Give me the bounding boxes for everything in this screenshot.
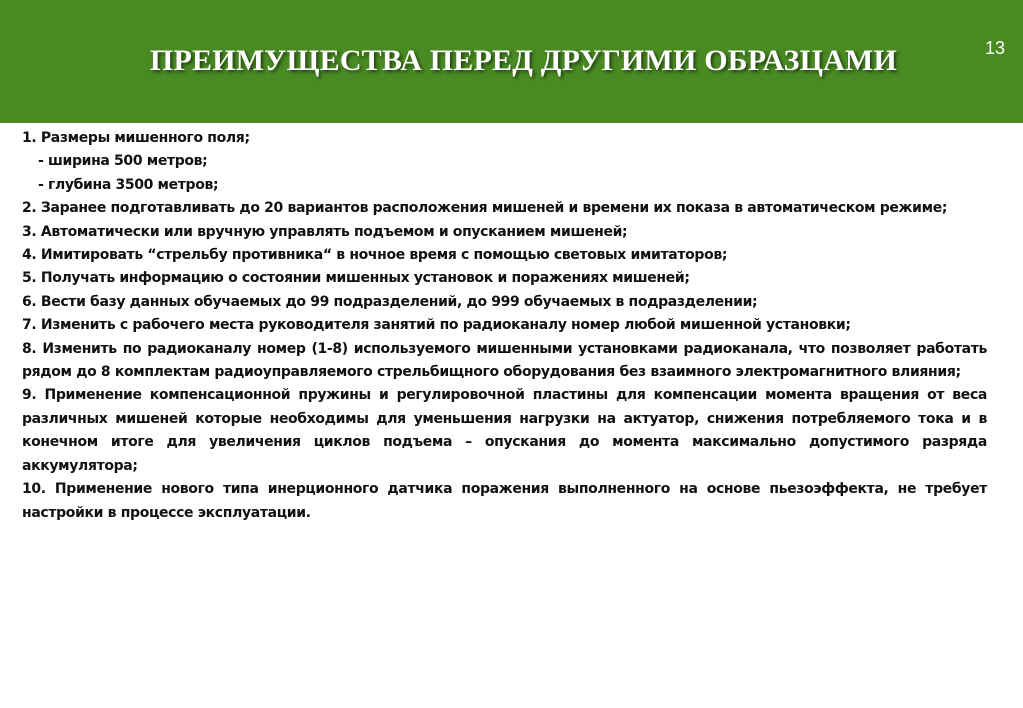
list-item: 7. Изменить с рабочего места руководителя занятий по радиоканалу номер любой мишенной установки; (22, 317, 851, 334)
list-item: 9. Применение компенсационной пружины и регулировочной пластины для компенсации момента вращения от веса различных мишеней которые необходимы для уменьшения нагрузки на актуатор, снижения потребляемого тока и в конечном итоге для увеличения циклов подъема – опускания до момента максимально допустимого разряда аккумулятора; (22, 387, 987, 474)
advantages-list (22, 127, 987, 525)
list-item: 6. Вести базу данных обучаемых до 99 подразделений, до 999 обучаемых в подразделении; (22, 293, 758, 310)
list-item: 3. Автоматически или вручную управлять подъемом и опусканием мишеней; (22, 223, 628, 240)
list-item: 1. Размеры мишенного поля; (22, 130, 250, 146)
list-item: 5. Получать информацию о состоянии мишенных установок и поражениях мишеней; (22, 270, 690, 287)
list-subitem: - ширина 500 метров; (38, 153, 208, 170)
list-subitem: - глубина 3500 метров; (38, 176, 219, 193)
list-item: 10. Применение нового типа инерционного датчика поражения выполненного на основе пьезоэффекта, не требует настройки в процессе эксплуатации. (22, 481, 987, 521)
slide-title: ПРЕИМУЩЕСТВА ПЕРЕД ДРУГИМИ ОБРАЗЦАМИ (149, 44, 898, 77)
slide-number: 13 (984, 38, 1005, 58)
list-item: 2. Заранее подготавливать до 20 вариантов расположения мишеней и времени их показа в автоматическом режиме; (22, 200, 948, 217)
list-item: 8. Изменить по радиоканалу номер (1-8) используемого мишенными установками радиоканала, что позволяет работать рядом до 8 комплектам радиоуправляемого стрельбищного оборудования без взаимного электромагнитного влияния; (22, 340, 987, 381)
list-item: 4. Имитировать “стрельбу противника“ в ночное время с помощью световых имитаторов; (22, 247, 728, 264)
